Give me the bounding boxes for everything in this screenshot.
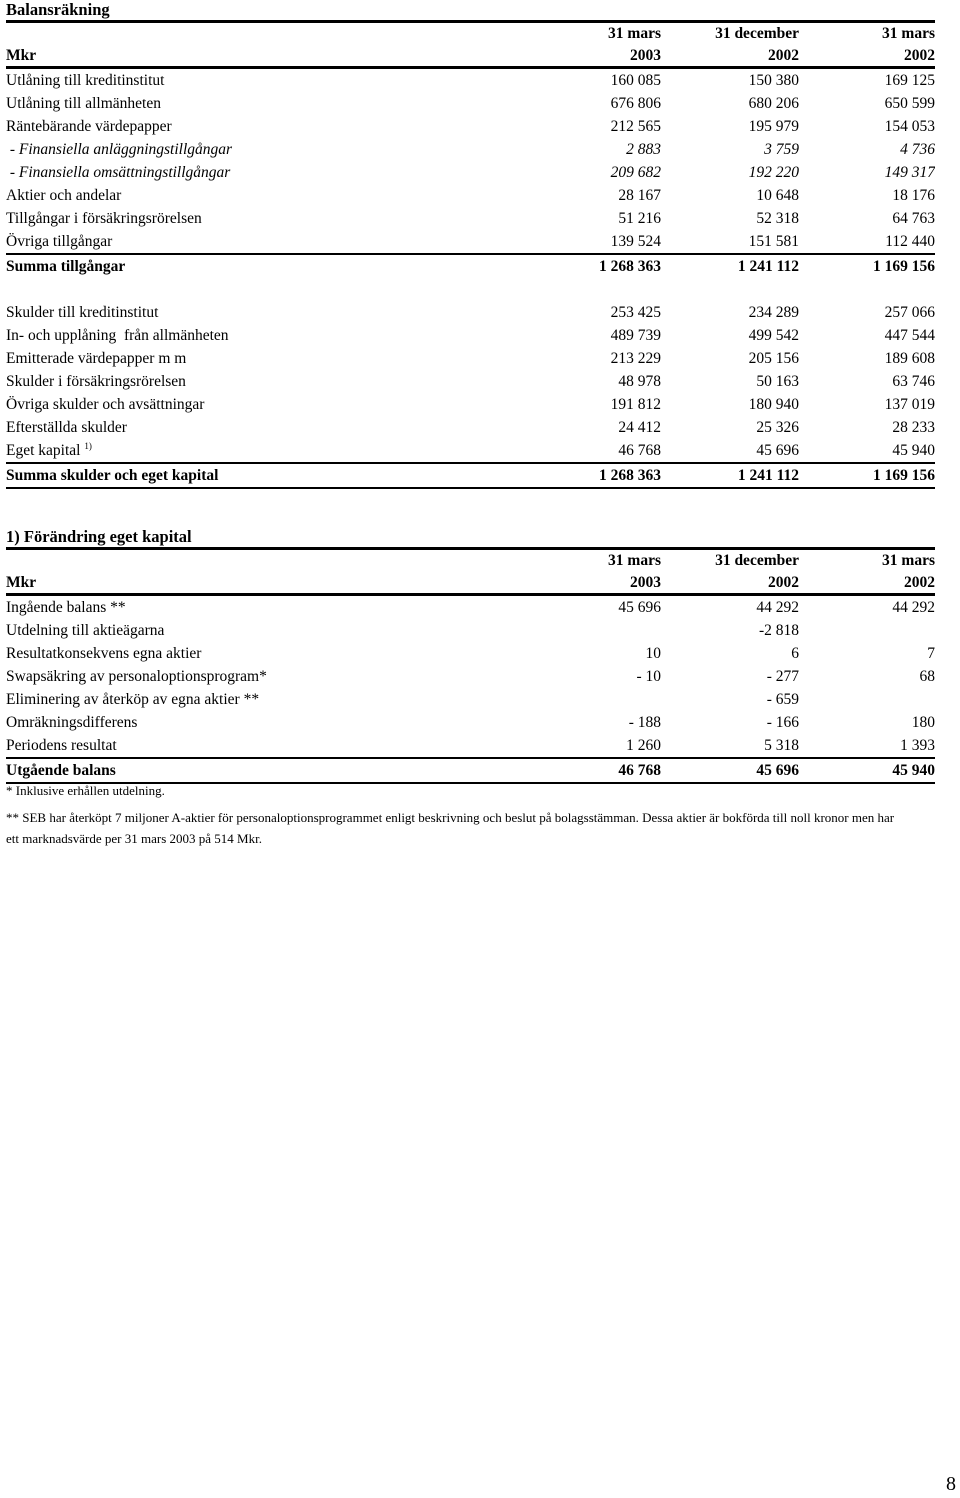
- value-cell: 209 682: [610, 164, 661, 181]
- column-header: 2003: [535, 45, 661, 68]
- equity-change-table: [6, 550, 935, 784]
- value-cell: 149 317: [884, 164, 935, 181]
- table-row: [6, 642, 935, 665]
- row-label: [6, 68, 535, 93]
- value-cell: 45 696: [618, 599, 661, 616]
- value-cell: 45 696: [661, 758, 799, 783]
- value-cell: 212 565: [610, 118, 661, 135]
- value-cell: 10 648: [756, 187, 799, 204]
- value-cell: 1 268 363: [599, 258, 661, 275]
- value-cell: 234 289: [748, 304, 799, 321]
- value-cell: 28 233: [892, 419, 935, 436]
- value-cell: 45 696: [661, 439, 799, 463]
- value-cell: 48 978: [618, 373, 661, 390]
- column-header: 31 mars: [608, 552, 661, 569]
- value-cell: 205 156: [748, 350, 799, 367]
- value-cell: [535, 688, 661, 711]
- value-cell: 112 440: [799, 230, 935, 254]
- balance-sheet-table: [6, 23, 935, 489]
- value-cell: - 659: [766, 691, 799, 708]
- row-label-text: Swapsäkring av personaloptionsprogram*: [6, 668, 267, 685]
- value-cell: 180 940: [748, 396, 799, 413]
- value-cell: 64 763: [892, 210, 935, 227]
- table-row: [6, 711, 935, 734]
- total-row: [6, 230, 935, 254]
- unit-label: Mkr: [6, 572, 535, 595]
- row-label: [6, 711, 535, 734]
- value-cell: 4 736: [900, 141, 935, 158]
- value-cell: 160 085: [610, 72, 661, 89]
- value-cell: 24 412: [618, 419, 661, 436]
- equity-change-title: 1) Förändring eget kapital: [6, 527, 935, 550]
- footnote-marker: 1): [84, 441, 92, 451]
- value-cell: 51 216: [618, 210, 661, 227]
- value-cell: 499 542: [748, 327, 799, 344]
- row-label-text: - Finansiella omsättningstillgångar: [6, 164, 231, 181]
- table-row: [6, 161, 935, 184]
- value-cell: 1 169 156: [873, 258, 935, 275]
- column-header: 2002: [799, 572, 935, 595]
- value-cell: 213 229: [610, 350, 661, 367]
- column-header-row: [6, 45, 935, 68]
- value-cell: 150 380: [748, 72, 799, 89]
- table-row: [6, 688, 935, 711]
- footnote-star: * Inklusive erhållen utdelning.: [6, 783, 165, 798]
- total-row: [6, 439, 935, 463]
- value-cell: 1 241 112: [661, 463, 799, 488]
- row-label: [6, 370, 535, 393]
- row-label-text: Räntebärande värdepapper: [6, 118, 172, 135]
- row-label: [6, 688, 535, 711]
- value-cell: 2 883: [626, 141, 661, 158]
- value-cell: 45 940: [799, 439, 935, 463]
- value-cell: 180: [911, 714, 935, 731]
- row-label-text: Skulder i försäkringsrörelsen: [6, 373, 186, 390]
- unit-label: Mkr: [6, 45, 535, 68]
- column-header: 2002: [661, 45, 799, 68]
- value-cell: 189 608: [884, 350, 935, 367]
- row-label: [6, 347, 535, 370]
- row-label-text: Efterställda skulder: [6, 419, 127, 436]
- value-cell: 10: [645, 645, 661, 662]
- table-row: [6, 301, 935, 324]
- table-row: [6, 665, 935, 688]
- row-label-text: Summa tillgångar: [6, 258, 126, 275]
- total-row: [6, 734, 935, 758]
- value-cell: 257 066: [884, 304, 935, 321]
- footnote-double-star: ** SEB har återköpt 7 miljoner A-aktier för personaloptionsprogrammet enligt beskrivning och beslut på bolagsstämman. Dessa aktier är bokförda till noll kronor men har ett marknadsvärde per 31 mars 2003 på 514 Mkr.: [6, 810, 895, 846]
- table-row: [6, 92, 935, 115]
- column-header-row: [6, 550, 935, 572]
- table-row: [6, 184, 935, 207]
- value-cell: 253 425: [610, 304, 661, 321]
- value-cell: - 166: [766, 714, 799, 731]
- value-cell: 191 812: [610, 396, 661, 413]
- table-row: [6, 207, 935, 230]
- row-label: [6, 161, 535, 184]
- value-cell: [799, 688, 935, 711]
- row-label: [6, 665, 535, 688]
- value-cell: [535, 619, 661, 642]
- row-label-text: Övriga skulder och avsättningar: [6, 396, 205, 413]
- value-cell: 6: [791, 645, 799, 662]
- column-header: 2003: [535, 572, 661, 595]
- value-cell: 52 318: [756, 210, 799, 227]
- table-row: [6, 347, 935, 370]
- row-label-text: Utdelning till aktieägarna: [6, 622, 165, 639]
- table-row: [6, 393, 935, 416]
- row-label-text: Ingående balans **: [6, 599, 126, 616]
- row-label-text: Övriga tillgångar: [6, 233, 113, 250]
- value-cell: 44 292: [892, 599, 935, 616]
- row-label-text: Aktier och andelar: [6, 187, 122, 204]
- row-label: [6, 301, 535, 324]
- row-label-text: Utlåning till kreditinstitut: [6, 72, 165, 89]
- value-cell: 5 318: [661, 734, 799, 758]
- column-header: 31 mars: [882, 25, 935, 42]
- row-label: [6, 734, 535, 758]
- table-row: [6, 595, 935, 620]
- row-label: [6, 439, 535, 463]
- column-header-row: [6, 572, 935, 595]
- value-cell: 3 759: [764, 141, 799, 158]
- row-label-text: Eliminering av återköp av egna aktier **: [6, 691, 260, 708]
- row-label: [6, 207, 535, 230]
- value-cell: 1 260: [535, 734, 661, 758]
- value-cell: 680 206: [748, 95, 799, 112]
- value-cell: 1 169 156: [799, 463, 935, 488]
- value-cell: 1 268 363: [535, 463, 661, 488]
- column-header: 31 december: [715, 25, 799, 42]
- value-cell: 169 125: [884, 72, 935, 89]
- table-row: [6, 115, 935, 138]
- value-cell: 154 053: [884, 118, 935, 135]
- row-label: [6, 115, 535, 138]
- value-cell: 151 581: [661, 230, 799, 254]
- column-header-row: [6, 23, 935, 45]
- value-cell: 46 768: [535, 758, 661, 783]
- value-cell: -2 818: [758, 622, 799, 639]
- value-cell: 7: [927, 645, 935, 662]
- total-row: [6, 254, 935, 278]
- row-label-text: Utlåning till allmänheten: [6, 95, 161, 112]
- value-cell: 1 241 112: [737, 258, 799, 275]
- row-label: [6, 619, 535, 642]
- value-cell: 137 019: [884, 396, 935, 413]
- table-row: [6, 68, 935, 93]
- row-label-text: Utgående balans: [6, 762, 116, 779]
- row-label: [6, 642, 535, 665]
- value-cell: 676 806: [610, 95, 661, 112]
- value-cell: - 10: [636, 668, 661, 685]
- row-label-text: Eget kapital: [6, 442, 81, 459]
- value-cell: 447 544: [884, 327, 935, 344]
- value-cell: 25 326: [756, 419, 799, 436]
- value-cell: 44 292: [756, 599, 799, 616]
- value-cell: 489 739: [610, 327, 661, 344]
- value-cell: 650 599: [884, 95, 935, 112]
- value-cell: [799, 619, 935, 642]
- row-label-text: Tillgångar i försäkringsrörelsen: [6, 210, 202, 227]
- row-label: [6, 463, 535, 488]
- value-cell: 1 393: [799, 734, 935, 758]
- column-header: 2002: [661, 572, 799, 595]
- row-label: [6, 393, 535, 416]
- column-header: 31 mars: [882, 552, 935, 569]
- table-row: [6, 370, 935, 393]
- row-label: [6, 230, 535, 254]
- row-label: [6, 254, 535, 278]
- column-header: 31 mars: [608, 25, 661, 42]
- value-cell: 45 940: [799, 758, 935, 783]
- table-row: [6, 138, 935, 161]
- value-cell: 68: [919, 668, 935, 685]
- balance-sheet-title: Balansräkning: [6, 0, 935, 23]
- value-cell: 18 176: [892, 187, 935, 204]
- row-label: [6, 184, 535, 207]
- table-row: [6, 324, 935, 347]
- row-label: [6, 138, 535, 161]
- row-label-text: Omräkningsdifferens: [6, 714, 138, 731]
- value-cell: 195 979: [748, 118, 799, 135]
- row-label-text: Periodens resultat: [6, 737, 117, 754]
- row-label-text: - Finansiella anläggningstillgångar: [6, 141, 233, 158]
- value-cell: 63 746: [892, 373, 935, 390]
- table-row: [6, 416, 935, 439]
- value-cell: - 277: [766, 668, 799, 685]
- page-number: 8: [946, 1473, 956, 1495]
- value-cell: 50 163: [756, 373, 799, 390]
- row-label-text: Skulder till kreditinstitut: [6, 304, 159, 321]
- value-cell: 139 524: [535, 230, 661, 254]
- row-label: [6, 92, 535, 115]
- column-header: 31 december: [715, 552, 799, 569]
- value-cell: 192 220: [748, 164, 799, 181]
- spacer-row: [6, 278, 935, 301]
- row-label-text: Emitterade värdepapper m m: [6, 350, 187, 367]
- value-cell: 28 167: [618, 187, 661, 204]
- row-label: [6, 416, 535, 439]
- total-row: [6, 463, 935, 488]
- value-cell: - 188: [628, 714, 661, 731]
- row-label-text: Summa skulder och eget kapital: [6, 467, 219, 484]
- row-label-text: In- och upplåning från allmänheten: [6, 327, 229, 344]
- row-label-text: Resultatkonsekvens egna aktier: [6, 645, 202, 662]
- column-header: 2002: [799, 45, 935, 68]
- row-label: [6, 595, 535, 620]
- table-row: [6, 619, 935, 642]
- row-label: [6, 324, 535, 347]
- value-cell: 46 768: [535, 439, 661, 463]
